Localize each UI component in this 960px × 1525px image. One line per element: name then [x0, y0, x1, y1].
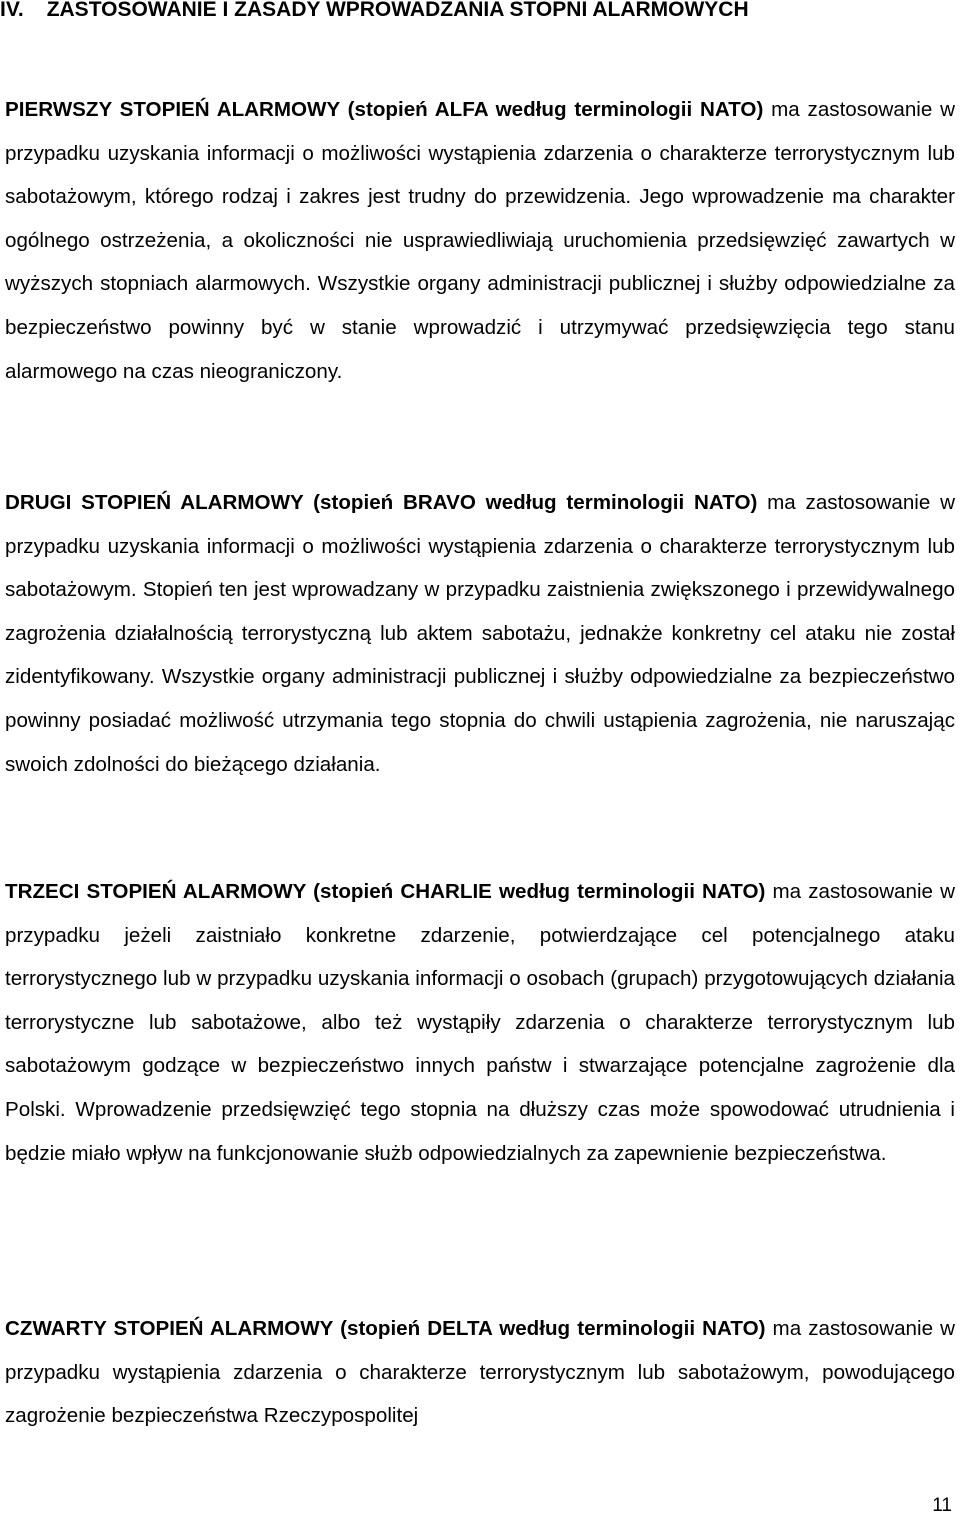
paragraph-text-bravo: ma zastosowanie w przypadku uzyskania informacji o możliwości wystąpienia zdarzenia o charakterze terrorystycznym lub sabotażowym. Stopień ten jest wprowadzany w przypadku zaistnienia zwiększonego i przewidywalnego zagrożenia działalnością terrorystyczną lub aktem sabotażu, jednakże konkretny cel ataku nie został zidentyfikowany. Wszystkie organy administracji publicznej i służby odpowiedzialne za bezpieczeństwo powinny posiadać możliwość utrzymania tego stopnia do chwili ustąpienia zagrożenia, nie naruszając swoich zdolności do bieżącego działania.: [5, 491, 955, 776]
paragraph-alfa: [5, 88, 955, 393]
paragraph-text-delta: ma zastosowanie w przypadku wystąpienia zdarzenia o charakterze terrorystycznym lub sabotażowym, powodującego zagrożenie bezpieczeństwa Rzeczypospolitej: [5, 1317, 955, 1428]
page-number: 11: [932, 1495, 952, 1516]
paragraph-lead-alfa: PIERWSZY STOPIEŃ ALARMOWY (stopień ALFA według terminologii NATO): [5, 98, 764, 121]
paragraph-lead-delta: CZWARTY STOPIEŃ ALARMOWY (stopień DELTA według terminologii NATO): [5, 1317, 766, 1340]
paragraph-lead-bravo: DRUGI STOPIEŃ ALARMOWY (stopień BRAVO według terminologii NATO): [5, 491, 758, 514]
paragraph-delta: [5, 1307, 955, 1438]
paragraph-lead-charlie: TRZECI STOPIEŃ ALARMOWY (stopień CHARLIE według terminologii NATO): [5, 880, 766, 903]
paragraph-charlie: [5, 870, 955, 1175]
section-heading: IV. ZASTOSOWANIE I ZASADY WPROWADZANIA STOPNI ALARMOWYCH: [0, 0, 749, 21]
paragraph-text-charlie: ma zastosowanie w przypadku jeżeli zaistniało konkretne zdarzenie, potwierdzające cel potencjalnego ataku terrorystycznego lub w przypadku uzyskania informacji o osobach (grupach) przygotowujących działania terrorystyczne lub sabotażowe, albo też wystąpiły zdarzenia o charakterze terrorystycznym lub sabotażowym godzące w bezpieczeństwo innych państw i stwarzające potencjalne zagrożenie dla Polski. Wprowadzenie przedsięwzięć tego stopnia na dłuższy czas może spowodować utrudnienia i będzie miało wpływ na funkcjonowanie służb odpowiedzialnych za zapewnienie bezpieczeństwa.: [5, 880, 955, 1165]
paragraph-bravo: [5, 481, 955, 786]
paragraph-text-alfa: ma zastosowanie w przypadku uzyskania informacji o możliwości wystąpienia zdarzenia o charakterze terrorystycznym lub sabotażowym, którego rodzaj i zakres jest trudny do przewidzenia. Jego wprowadzenie ma charakter ogólnego ostrzeżenia, a okoliczności nie usprawiedliwiają uruchomienia przedsięwzięć zawartych w wyższych stopniach alarmowych. Wszystkie organy administracji publicznej i służby odpowiedzialne za bezpieczeństwo powinny być w stanie wprowadzić i utrzymywać przedsięwzięcia tego stanu alarmowego na czas nieograniczony.: [5, 98, 955, 383]
